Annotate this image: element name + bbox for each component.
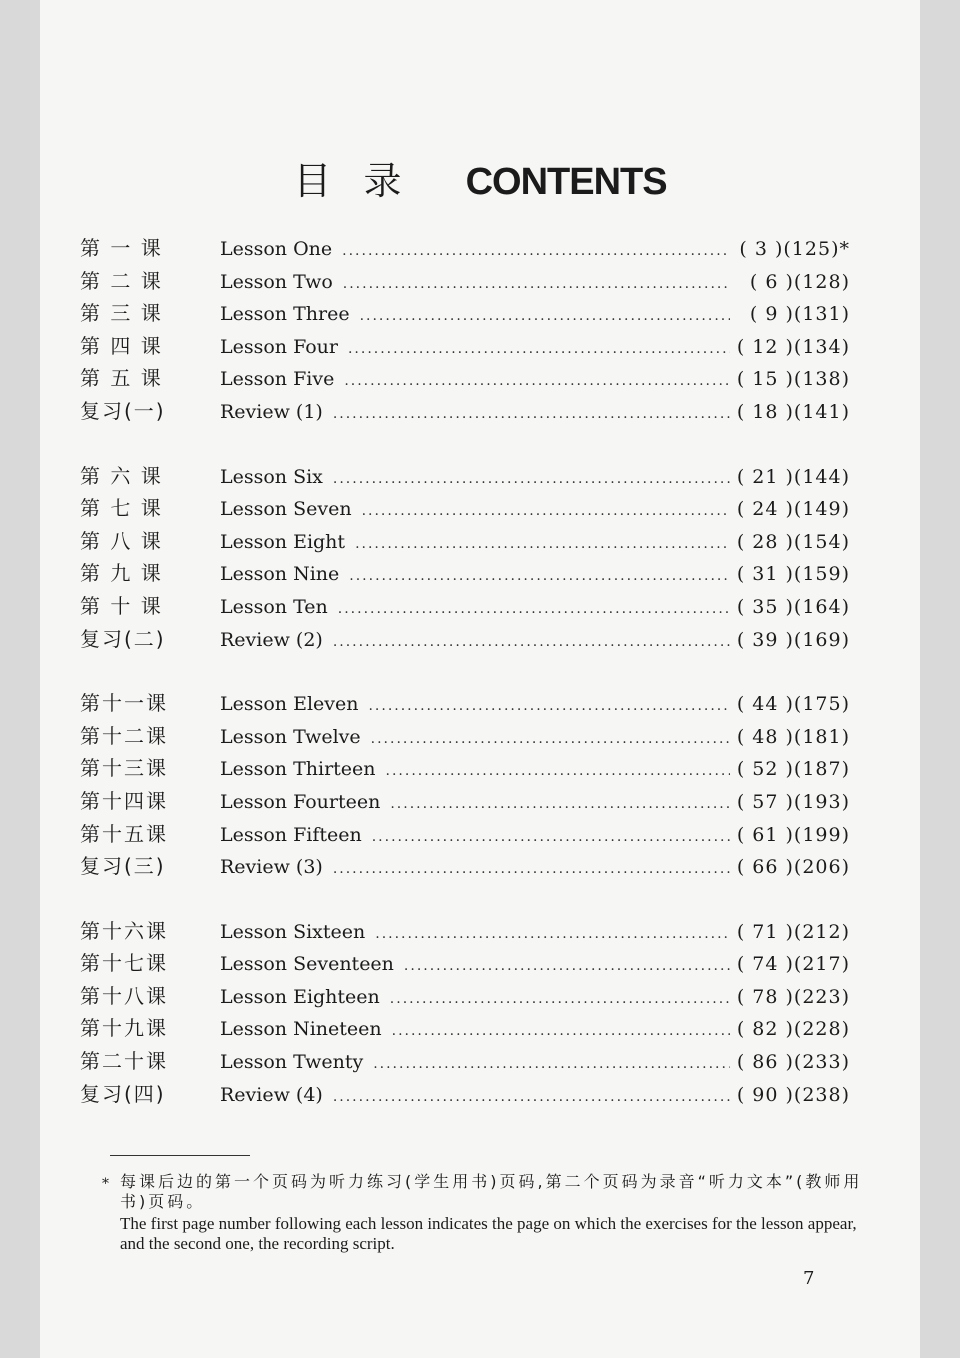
dot-leader [333,406,730,422]
toc-entry-page-numbers: ( 28 )(154) [736,530,850,553]
dot-leader [355,536,730,552]
toc-entry [80,492,850,525]
toc-entry [80,557,850,590]
toc-entry-english-title: Lesson Fourteen [220,790,381,813]
toc-entry-english-title: Lesson Six [220,465,323,488]
toc-entry-chinese-title: 第二十课 [80,1049,168,1074]
toc-entry [80,265,850,298]
dot-leader [404,958,730,974]
dot-leader [362,503,730,519]
toc-entry-english-title: Review (3) [220,856,323,879]
toc-entry [80,785,850,818]
toc-entry-english-title: Lesson Seventeen [220,953,394,976]
toc-entry-page-numbers: ( 52 )(187) [736,758,850,781]
toc-entry [80,232,850,265]
table-of-contents [80,232,850,1142]
dot-leader [375,926,730,942]
toc-entry-page-numbers: ( 66 )(206) [736,856,850,879]
toc-entry-english-title: Lesson Twelve [220,725,361,748]
footnote-divider [110,1155,250,1156]
footnote-marker: * [102,1176,109,1192]
dot-leader [386,763,730,779]
toc-entry-page-numbers: ( 12 )(134) [736,335,850,358]
toc-group [80,915,850,1111]
toc-entry [80,330,850,363]
toc-entry-chinese-title: 第十五课 [80,821,168,846]
toc-entry-english-title: Lesson Four [220,335,338,358]
dot-leader [372,829,730,845]
toc-entry [80,752,850,785]
dot-leader [349,568,730,584]
toc-entry-page-numbers: ( 6 )(128) [749,270,850,293]
page-title [40,150,920,205]
toc-entry-chinese-title: 第 六 课 [80,463,163,488]
dot-leader [333,634,730,650]
toc-entry-page-numbers: ( 3 )(125)* [739,238,850,260]
toc-entry-chinese-title: 第十七课 [80,951,168,976]
page-number: 7 [803,1268,815,1289]
toc-entry [80,1045,850,1078]
toc-entry-english-title: Lesson One [220,238,333,260]
toc-entry [80,915,850,948]
toc-entry-chinese-title: 第十一课 [80,691,168,716]
toc-entry-page-numbers: ( 21 )(144) [736,465,850,488]
toc-entry [80,590,850,623]
toc-entry [80,623,850,656]
toc-entry-chinese-title: 第十九课 [80,1016,168,1041]
toc-entry-chinese-title: 第 七 课 [80,496,163,521]
toc-entry-page-numbers: ( 15 )(138) [736,368,850,391]
toc-entry-chinese-title: 第十三课 [80,756,168,781]
toc-entry-page-numbers: ( 35 )(164) [736,595,850,618]
toc-entry-chinese-title: 第十四课 [80,788,168,813]
toc-entry-chinese-title: 第 四 课 [80,333,163,358]
toc-entry-page-numbers: ( 57 )(193) [736,790,850,813]
toc-entry-page-numbers: ( 71 )(212) [736,920,850,943]
toc-entry-chinese-title: 第 八 课 [80,528,163,553]
footnote-english: The first page number following each lesson indicates the page on which the exercises for the lesson appear, and the second one, the recording script. [120,1214,857,1253]
toc-entry-chinese-title: 第 十 课 [80,593,163,618]
footnote-chinese: 每课后边的第一个页码为听力练习(学生用书)页码,第二个页码为录音“听力文本”(教师用书)页码。 [120,1172,863,1211]
toc-entry-english-title: Lesson Thirteen [220,758,376,781]
toc-entry [80,362,850,395]
toc-entry-english-title: Review (4) [220,1083,323,1106]
toc-entry [80,395,850,428]
toc-entry [80,525,850,558]
title-chinese: 目 录 [293,159,412,203]
toc-entry-english-title: Review (1) [220,400,323,423]
toc-entry-page-numbers: ( 74 )(217) [736,953,850,976]
toc-entry-english-title: Lesson Two [220,270,333,293]
dot-leader [360,308,730,324]
toc-entry-chinese-title: 第 二 课 [80,268,163,293]
dot-leader [343,276,730,292]
toc-entry-page-numbers: ( 78 )(223) [736,985,850,1008]
toc-entry [80,460,850,493]
dot-leader [344,373,730,389]
toc-entry-english-title: Lesson Seven [220,498,352,521]
toc-entry-page-numbers: ( 31 )(159) [736,563,850,586]
toc-entry [80,818,850,851]
toc-entry-chinese-title: 复习(一) [80,398,166,423]
toc-entry-chinese-title: 第十八课 [80,983,168,1008]
toc-entry [80,1078,850,1111]
toc-entry-english-title: Lesson Eighteen [220,985,380,1008]
toc-entry-english-title: Lesson Eleven [220,693,359,716]
toc-entry-chinese-title: 第 五 课 [80,366,163,391]
dot-leader [390,991,730,1007]
toc-entry-english-title: Lesson Five [220,368,335,391]
toc-group [80,232,850,428]
toc-entry [80,1012,850,1045]
toc-group [80,687,850,883]
dot-leader [371,731,730,747]
dot-leader [333,471,730,487]
toc-entry-chinese-title: 第 九 课 [80,561,163,586]
toc-entry-page-numbers: ( 9 )(131) [749,303,850,326]
toc-group [80,460,850,656]
toc-entry-page-numbers: ( 90 )(238) [736,1083,850,1106]
toc-entry-page-numbers: ( 18 )(141) [736,400,850,423]
toc-entry-page-numbers: ( 39 )(169) [736,628,850,651]
toc-entry-english-title: Lesson Twenty [220,1051,364,1074]
toc-entry-page-numbers: ( 61 )(199) [736,823,850,846]
toc-entry-english-title: Review (2) [220,628,323,651]
toc-entry-chinese-title: 复习(四) [80,1081,166,1106]
footnote [102,1172,880,1254]
dot-leader [338,601,730,617]
toc-entry-chinese-title: 第 三 课 [80,301,163,326]
dot-leader [348,341,730,357]
dot-leader [342,243,730,259]
toc-entry [80,297,850,330]
dot-leader [392,1023,730,1039]
toc-entry-page-numbers: ( 24 )(149) [736,498,850,521]
toc-entry-page-numbers: ( 86 )(233) [736,1051,850,1074]
toc-entry-chinese-title: 第十六课 [80,918,168,943]
toc-entry [80,687,850,720]
dot-leader [333,1089,730,1105]
dot-leader [373,1056,730,1072]
toc-entry [80,980,850,1013]
toc-entry [80,850,850,883]
toc-entry-english-title: Lesson Eight [220,530,346,553]
toc-entry-page-numbers: ( 48 )(181) [736,725,850,748]
toc-entry-english-title: Lesson Nineteen [220,1018,382,1041]
dot-leader [333,861,730,877]
toc-entry-english-title: Lesson Fifteen [220,823,362,846]
dot-leader [368,698,730,714]
title-english: CONTENTS [465,161,667,203]
toc-entry-english-title: Lesson Nine [220,563,340,586]
toc-entry [80,720,850,753]
toc-entry-english-title: Lesson Sixteen [220,920,366,943]
toc-entry [80,947,850,980]
toc-entry-chinese-title: 复习(三) [80,854,166,879]
toc-entry-chinese-title: 第 一 课 [80,236,163,260]
toc-entry-english-title: Lesson Three [220,303,350,326]
toc-entry-page-numbers: ( 44 )(175) [736,693,850,716]
book-page [40,0,920,1358]
toc-entry-chinese-title: 复习(二) [80,626,166,651]
toc-entry-page-numbers: ( 82 )(228) [736,1018,850,1041]
toc-entry-english-title: Lesson Ten [220,595,328,618]
dot-leader [390,796,730,812]
toc-entry-chinese-title: 第十二课 [80,723,168,748]
